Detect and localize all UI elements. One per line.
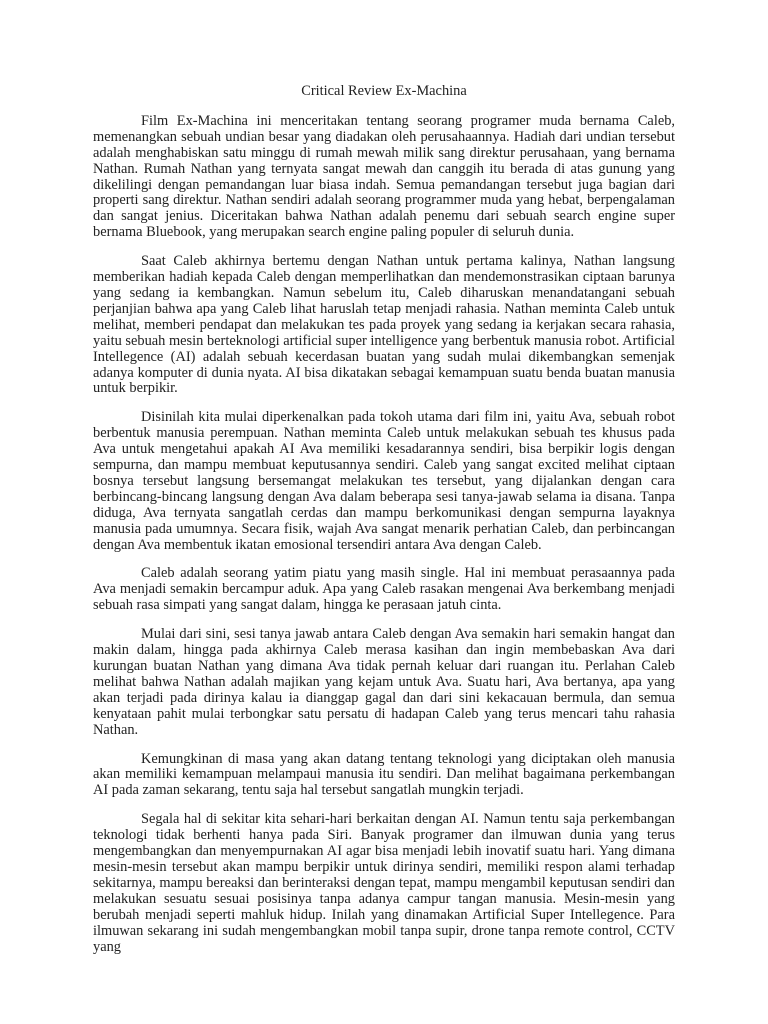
document-title: Critical Review Ex-Machina <box>301 83 467 99</box>
paragraph-7: Segala hal di sekitar kita sehari-hari berkaitan dengan AI. Namun tentu saja perkembangan teknologi tidak berhenti hanya pada Siri. Banyak programer dan ilmuwan dunia yang terus mengembangkan dan menyempurnakan AI agar bisa menjadi lebih inovatif suatu hari. Yang dimana mesin-mesin tersebut akan mampu berpikir untuk dirinya sendiri, memiliki respon alami terhadap sekitarnya, mampu bereaksi dan berinteraksi dengan tepat, mampu mengambil keputusan sendiri dan melakukan sesuatu sesuai posisinya tanpa adanya campur tangan manusia. Mesin-mesin yang berubah menjadi seperti mahluk hidup. Inilah yang dinamakan Artificial Super Intellegence. Para ilmuwan sekarang ini sudah mengembangkan mobil tanpa supir, drone tanpa remote control, CCTV yang <box>93 811 675 955</box>
paragraph-2: Saat Caleb akhirnya bertemu dengan Nathan untuk pertama kalinya, Nathan langsung memberikan hadiah kepada Caleb dengan memperlihatkan dan mendemonstrasikan ciptaan barunya yang sedang ia kembangkan. Namun sebelum itu, Caleb diharuskan menandatangani sebuah perjanjian bahwa apa yang Caleb lihat haruslah tetap menjadi rahasia. Nathan meminta Caleb untuk melihat, memberi pendapat dan melakukan tes pada proyek yang sedang ia kerjakan secara rahasia, yaitu sebuah mesin berteknologi artificial super intelligence yang berbentuk manusia robot. Artificial Intellegence (AI) adalah sebuah kecerdasan buatan yang sudah mulai dikembangkan semenjak adanya komputer di dunia nyata. AI bisa dikatakan sebagai kemampuan suatu benda buatan manusia untuk berpikir. <box>93 253 675 397</box>
paragraph-6: Kemungkinan di masa yang akan datang tentang teknologi yang diciptakan oleh manusia akan memiliki kemampuan melampaui manusia itu sendiri. Dan melihat bagaimana perkembangan AI pada zaman sekarang, tentu saja hal tersebut sangatlah mungkin terjadi. <box>93 750 675 799</box>
paragraph-3: Disinilah kita mulai diperkenalkan pada tokoh utama dari film ini, yaitu Ava, sebuah robot berbentuk manusia perempuan. Nathan meminta Caleb untuk melakukan sebuah tes khusus pada Ava untuk mengetahui apakah AI Ava memiliki kesadarannya sendiri, bisa berpikir logis dengan sempurna, dan mampu membuat keputusannya sendiri. Caleb yang sangat excited melihat ciptaan bosnya tersebut langsung bersemangat melakukan tes tersebut, yang dijalankan dengan cara berbincang-bincang langsung dengan Ava dalam beberapa sesi tanya-jawab selama ia disana. Tanpa diduga, Ava ternyata sangatlah cerdas dan mampu berkomunikasi dengan sempurna layaknya manusia pada umumnya. Secara fisik, wajah Ava sangat menarik perhatian Caleb, dan perbincangan dengan Ava membentuk ikatan emosional tersendiri antara Ava dengan Caleb. <box>93 409 675 553</box>
paragraph-4: Caleb adalah seorang yatim piatu yang masih single. Hal ini membuat perasaannya pada Ava menjadi semakin bercampur aduk. Apa yang Caleb rasakan mengenai Ava berkembang menjadi sebuah rasa simpati yang sangat dalam, hingga ke perasaan jatuh cinta. <box>93 565 675 614</box>
paragraph-1: Film Ex-Machina ini menceritakan tentang seorang programer muda bernama Caleb, memenangkan sebuah undian besar yang diadakan oleh perusahaannya. Hadiah dari undian tersebut adalah menghabiskan satu minggu di rumah mewah milik sang direktur perusahaan, yang bernama Nathan. Rumah Nathan yang ternyata sangat mewah dan canggih itu berada di atas gunung yang dikelilingi dengan pemandangan luar biasa indah. Semua pemandangan tersebut juga bagian dari properti sang direktur. Nathan sendiri adalah seorang programmer muda yang hebat, berpengalaman dan sangat jenius. Diceritakan bahwa Nathan adalah penemu dari sebuah search engine super bernama Bluebook, yang merupakan search engine paling populer di seluruh dunia. <box>93 112 675 241</box>
paragraph-5: Mulai dari sini, sesi tanya jawab antara Caleb dengan Ava semakin hari semakin hangat dan makin dalam, hingga pada akhirnya Caleb merasa kasihan dan ingin membebaskan Ava dari kurungan buatan Nathan yang dimana Ava tidak pernah keluar dari ruangan itu. Perlahan Caleb melihat bahwa Nathan adalah majikan yang kejam untuk Ava. Suatu hari, Ava bertanya, apa yang akan terjadi pada dirinya kalau ia dianggap gagal dan dari sini kekacauan bermula, dan semua kenyataan pahit mulai terbongkar satu persatu di hadapan Caleb yang terus mencari tahu rahasia Nathan. <box>93 626 675 738</box>
